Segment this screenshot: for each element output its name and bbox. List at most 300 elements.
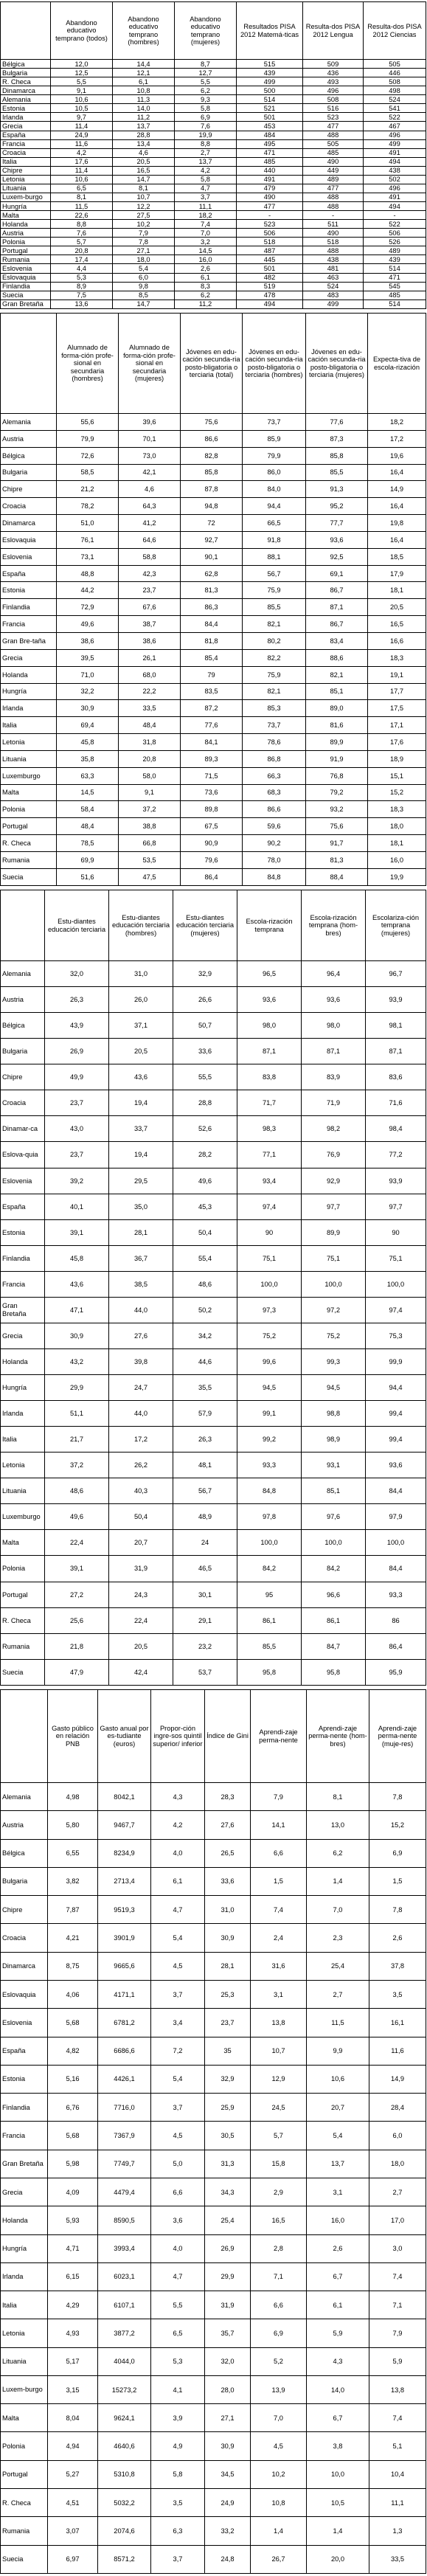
data-cell: 79 [181,666,243,683]
data-cell: 17,6 [51,157,113,166]
data-cell: 524 [364,95,426,104]
country-name: Bulgaria [1,1867,48,1895]
data-cell: 6,1 [307,2291,369,2319]
data-cell: 86,0 [243,464,306,481]
data-cell: 19,9 [175,131,237,139]
table-row [1,1194,426,1219]
data-cell: 78,6 [243,734,306,751]
data-cell: 84,0 [243,481,306,498]
table-row [1,2262,426,2291]
table-row [1,273,426,282]
data-cell: 26,0 [109,987,173,1013]
data-cell: 5,9 [369,2347,426,2375]
data-cell: 5032,2 [98,2489,151,2517]
country-name: Croacia [1,1924,48,1952]
table-row [1,202,426,211]
country-name: Luxemburgo [1,767,57,784]
data-cell: 15,2 [368,784,426,801]
data-cell: 39,2 [45,1168,109,1194]
country-name: Grecia [1,649,57,666]
table-row [1,2150,426,2178]
data-cell: 93,4 [237,1168,302,1194]
data-cell: 86,1 [237,1607,302,1633]
data-cell: 99,1 [237,1401,302,1427]
data-cell: 7749,7 [98,2150,151,2178]
data-cell: 7,0 [251,2404,307,2432]
data-cell: 47,5 [119,868,181,885]
data-cell: 28,2 [173,1142,237,1168]
data-cell: 11,4 [51,122,113,131]
data-cell: 490 [303,157,364,166]
data-cell: 96,5 [237,961,302,987]
data-cell: 76,8 [306,767,368,784]
data-cell: 44,0 [109,1297,173,1323]
table-row [1,987,426,1013]
data-cell: 18,2 [175,211,237,220]
data-cell: 6107,1 [98,2291,151,2319]
data-cell: 12,1 [113,69,175,77]
data-cell: 32,2 [57,683,119,700]
data-cell: 10,0 [307,2460,369,2488]
data-cell: 17,2 [368,430,426,447]
data-cell: 1,4 [307,2517,369,2545]
data-cell: 485 [364,291,426,300]
country-name: Irlanda [1,113,51,122]
data-cell: 93,9 [366,987,426,1013]
data-cell: 87,1 [306,599,368,616]
table-row [1,175,426,184]
country-name: Suecia [1,1659,45,1685]
table-row [1,113,426,122]
data-cell: 83,5 [181,683,243,700]
data-cell: 93,6 [366,1453,426,1478]
data-cell: 93,6 [306,531,368,548]
data-cell: 31,6 [251,1952,307,1980]
data-cell: 3,4 [151,2009,205,2037]
data-cell: 15273,2 [98,2375,151,2403]
data-cell: 71,9 [302,1090,366,1116]
data-cell: 13,0 [307,1811,369,1839]
data-cell: 6781,2 [98,2009,151,2037]
data-cell: 84,4 [366,1556,426,1582]
country-name: Bulgaria [1,464,57,481]
data-cell: 22,6 [51,211,113,220]
data-cell: 100,0 [302,1271,366,1297]
country-name: Hungría [1,2234,48,2262]
data-cell: 518 [303,238,364,246]
data-cell: 56,7 [173,1478,237,1504]
column-header: Abandono educativo temprano (hombres) [113,2,175,60]
header-corner [1,314,57,414]
data-cell: 30,9 [45,1323,109,1348]
data-cell: 6686,6 [98,2037,151,2065]
data-cell: 94,5 [237,1375,302,1401]
country-name: Francia [1,2122,48,2150]
data-cell: 26,5 [205,1839,251,1867]
data-cell: 77,6 [181,717,243,734]
country-name: Rumania [1,851,57,868]
data-cell: 94,4 [243,498,306,515]
data-cell: 85,4 [181,649,243,666]
data-cell: 11,5 [307,2009,369,2037]
data-cell: 2,7 [175,148,237,157]
data-cell: 4,71 [48,2234,98,2262]
table-row [1,1453,426,1478]
table-row [1,649,426,666]
data-cell: 477 [237,202,303,211]
table-row [1,1401,426,1427]
data-cell: 5,3 [51,273,113,282]
data-cell: 509 [303,60,364,69]
data-cell: 17,5 [368,700,426,717]
data-cell: 8590,5 [98,2206,151,2234]
data-cell: 14,0 [307,2375,369,2403]
data-cell: 64,3 [119,498,181,515]
data-cell: 4,5 [151,1952,205,1980]
data-cell: 524 [303,282,364,291]
table-row [1,2404,426,2432]
data-cell: 42,3 [119,565,181,582]
table-row [1,1980,426,2008]
data-cell: 485 [237,157,303,166]
data-cell: 6,6 [151,2178,205,2206]
table-row [1,1375,426,1401]
data-cell: 84,1 [181,734,243,751]
data-cell: 86,7 [306,582,368,599]
data-cell: 10,2 [113,220,175,229]
data-cell: 39,8 [109,1348,173,1374]
data-cell: 7,5 [51,291,113,300]
data-cell: 95 [237,1582,302,1607]
data-cell: 17,4 [51,255,113,264]
data-cell: 6,5 [51,184,113,193]
data-cell: 439 [237,69,303,77]
data-cell: 58,8 [119,548,181,565]
data-cell: 28,4 [369,2094,426,2122]
data-cell: 79,6 [181,851,243,868]
data-cell: 6,1 [113,77,175,86]
table-row [1,1245,426,1271]
table-row [1,1039,426,1064]
data-cell: 514 [237,95,303,104]
data-cell: 18,0 [369,2150,426,2178]
data-cell: 27,6 [205,1811,251,1839]
data-cell: 55,6 [57,414,119,431]
data-cell: 12,2 [113,202,175,211]
data-cell: 5,98 [48,2150,98,2178]
data-cell: 2,6 [307,2234,369,2262]
table-row [1,255,426,264]
data-cell: 44,6 [173,1348,237,1374]
data-cell: 3,7 [151,1980,205,2008]
data-cell: 32,9 [173,961,237,987]
data-cell: 10,6 [307,2065,369,2093]
data-cell: 25,9 [205,2094,251,2122]
table-row [1,2009,426,2037]
data-cell: 23,7 [205,2009,251,2037]
data-cell: 33,7 [109,1116,173,1142]
data-cell: 2,6 [369,1924,426,1952]
data-cell: 13,8 [369,2375,426,2403]
data-cell: 86 [366,1607,426,1633]
data-cell: 12,7 [175,69,237,77]
table-row [1,2037,426,2065]
data-cell: 40,3 [109,1478,173,1504]
table-row [1,220,426,229]
data-cell: 4,21 [48,1924,98,1952]
country-name: Hungría [1,683,57,700]
data-cell: 96,6 [302,1582,366,1607]
data-cell: 7,8 [369,1896,426,1924]
data-cell: 7,4 [369,2404,426,2432]
data-cell: 18,5 [368,548,426,565]
data-cell: 98,0 [237,1013,302,1039]
data-cell: 24,8 [205,2545,251,2573]
data-cell: 3901,9 [98,1924,151,1952]
data-cell: 87,1 [237,1039,302,1064]
data-cell: 34,2 [173,1323,237,1348]
country-name: Bulgaria [1,1039,45,1064]
data-cell: 523 [237,220,303,229]
data-cell: 23,7 [45,1142,109,1168]
data-cell: 4,7 [175,184,237,193]
data-cell: 90,9 [181,835,243,852]
header-row [1,1690,426,1783]
data-cell: 5,4 [113,264,175,273]
data-cell: 33,5 [119,700,181,717]
data-cell: 14,9 [369,2065,426,2093]
country-name: Malta [1,784,57,801]
table-row [1,447,426,464]
data-cell: 501 [237,264,303,273]
data-cell: 36,7 [109,1245,173,1271]
country-name: Gran Bretaña [1,1297,45,1323]
data-cell: 4,29 [48,2291,98,2319]
table-formacion-profesional [0,313,426,886]
data-cell: 72,9 [57,599,119,616]
data-cell: 81,8 [181,632,243,649]
data-cell: 490 [303,229,364,238]
country-name: Eslovenia [1,2009,48,2037]
data-cell: 73,1 [57,548,119,565]
data-cell: 15,1 [368,767,426,784]
data-cell: 11,2 [113,113,175,122]
data-cell: 73,7 [243,717,306,734]
country-name: Malta [1,211,51,220]
data-cell: 1,5 [251,1867,307,1895]
country-name: Dinamarca [1,86,51,95]
data-cell: 31,3 [205,2150,251,2178]
data-cell: 16,5 [113,166,175,175]
data-cell: 100,0 [302,1530,366,1556]
data-cell: 3,7 [151,2545,205,2573]
data-cell: 24,3 [109,1582,173,1607]
table-row [1,1219,426,1245]
data-cell: 86,8 [243,750,306,767]
table-row [1,515,426,532]
data-cell: 20,5 [368,599,426,616]
data-cell: 34,5 [205,2460,251,2488]
data-cell: 488 [303,131,364,139]
data-cell: 97,4 [237,1194,302,1219]
data-cell: 58,4 [57,801,119,818]
country-name: Austria [1,229,51,238]
table-row [1,300,426,308]
country-name: Grecia [1,1323,45,1348]
data-cell: 25,4 [205,2206,251,2234]
data-cell: 16,0 [368,851,426,868]
data-cell: 499 [364,139,426,148]
data-cell: 522 [364,220,426,229]
data-cell: 75,3 [366,1323,426,1348]
country-name: Eslovenia [1,548,57,565]
data-cell: 14,9 [368,481,426,498]
country-name: Rumania [1,2517,48,2545]
data-cell: 11,1 [369,2489,426,2517]
data-cell: 4,0 [151,1839,205,1867]
data-cell: 48,6 [45,1478,109,1504]
data-cell: 32,0 [205,2347,251,2375]
table-row [1,531,426,548]
column-header: Aprendi-zaje perma-nente [251,1690,307,1783]
data-cell: 32,9 [205,2065,251,2093]
data-cell: 97,3 [237,1297,302,1323]
data-cell: 94,4 [366,1375,426,1401]
data-cell: - [237,211,303,220]
header-row [1,314,426,414]
data-cell: 92,9 [302,1168,366,1194]
data-cell: 10,6 [51,95,113,104]
data-cell: 515 [237,60,303,69]
data-cell: 29,9 [205,2262,251,2291]
country-name: Irlanda [1,2262,48,2291]
data-cell: 16,1 [369,2009,426,2037]
data-cell: 10,2 [251,2460,307,2488]
table-row [1,1064,426,1090]
data-cell: 48,6 [173,1271,237,1297]
data-cell: 84,4 [181,616,243,633]
data-cell: 100,0 [237,1530,302,1556]
country-name: Finlandia [1,282,51,291]
data-cell: 4640,6 [98,2432,151,2460]
table-row [1,184,426,193]
data-cell: 84,2 [237,1556,302,1582]
data-cell: 9,7 [51,113,113,122]
data-cell: 2,7 [307,1980,369,2008]
data-cell: 97,6 [302,1504,366,1530]
data-cell: 69,9 [57,851,119,868]
country-name: Alemania [1,1783,48,1811]
data-cell: 20,8 [119,750,181,767]
table-row [1,1811,426,1839]
data-cell: 12,9 [251,2065,307,2093]
data-cell: 508 [364,77,426,86]
data-cell: - [303,211,364,220]
data-cell: 89,8 [181,801,243,818]
country-name: Chipre [1,1064,45,1090]
data-cell: 95,9 [366,1659,426,1685]
data-cell: 477 [303,122,364,131]
data-cell: 20,5 [109,1039,173,1064]
data-cell: 32,0 [45,961,109,987]
data-cell: 95,8 [302,1659,366,1685]
data-cell: 100,0 [237,1271,302,1297]
data-cell: 75,9 [243,666,306,683]
country-name: Letonia [1,175,51,184]
data-cell: 38,6 [57,632,119,649]
data-cell: 19,9 [368,868,426,885]
data-cell: 5,4 [151,2065,205,2093]
column-header: Expecta-tiva de escola-rización [368,314,426,414]
country-name: Portugal [1,246,51,255]
header-row [1,2,426,60]
data-cell: 494 [364,157,426,166]
table-row [1,1297,426,1323]
table-row [1,1633,426,1659]
country-name: España [1,565,57,582]
data-cell: 90,2 [243,835,306,852]
data-cell: 94,8 [181,498,243,515]
data-cell: 20,8 [51,246,113,255]
data-cell: 3,5 [151,2489,205,2517]
table-row [1,193,426,201]
data-cell: 84,7 [302,1633,366,1659]
data-cell: 26,2 [109,1453,173,1478]
column-header: Resulta-dos PISA 2012 Ciencias [364,2,426,60]
data-cell: 27,1 [205,2404,251,2432]
data-cell: 18,0 [368,818,426,835]
data-cell: 26,9 [205,2234,251,2262]
data-cell: 5,1 [369,2432,426,2460]
data-cell: 4,09 [48,2178,98,2206]
country-name: Eslovaquia [1,1980,48,2008]
country-name: Lituania [1,2347,48,2375]
data-cell: 1,5 [369,1867,426,1895]
country-name: Francia [1,1271,45,1297]
country-name: Estonia [1,2065,48,2093]
column-header: Jóvenes en edu-cación secunda-ria posto-bligatoria o terciaria (hombres) [243,314,306,414]
data-cell: 63,3 [57,767,119,784]
data-cell: 26,6 [173,987,237,1013]
data-cell: 8,1 [113,184,175,193]
country-name: Gran Bre-taña [1,632,57,649]
data-cell: 69,4 [57,717,119,734]
data-cell: 6,76 [48,2094,98,2122]
data-cell: 31,9 [109,1556,173,1582]
data-cell: 477 [303,184,364,193]
data-cell: 82,1 [306,666,368,683]
table-row [1,750,426,767]
data-cell: 73,6 [181,784,243,801]
data-cell: 14,7 [113,300,175,308]
data-cell: 25,6 [45,1607,109,1633]
data-cell: 9,1 [51,86,113,95]
country-name: Grecia [1,2178,48,2206]
data-cell: 3,8 [307,2432,369,2460]
data-cell: 471 [237,148,303,157]
data-cell: 16,6 [368,632,426,649]
data-cell: 83,8 [237,1064,302,1090]
data-cell: 7,4 [175,220,237,229]
column-header: Escola-rización temprana (hom-bres) [302,890,366,961]
data-cell: 78,0 [243,851,306,868]
data-cell: 89,9 [302,1219,366,1245]
data-cell: 20,7 [109,1530,173,1556]
data-cell: 445 [237,255,303,264]
country-name: Eslova-quia [1,1142,45,1168]
data-cell: 98,1 [366,1013,426,1039]
data-cell: 42,4 [109,1659,173,1685]
